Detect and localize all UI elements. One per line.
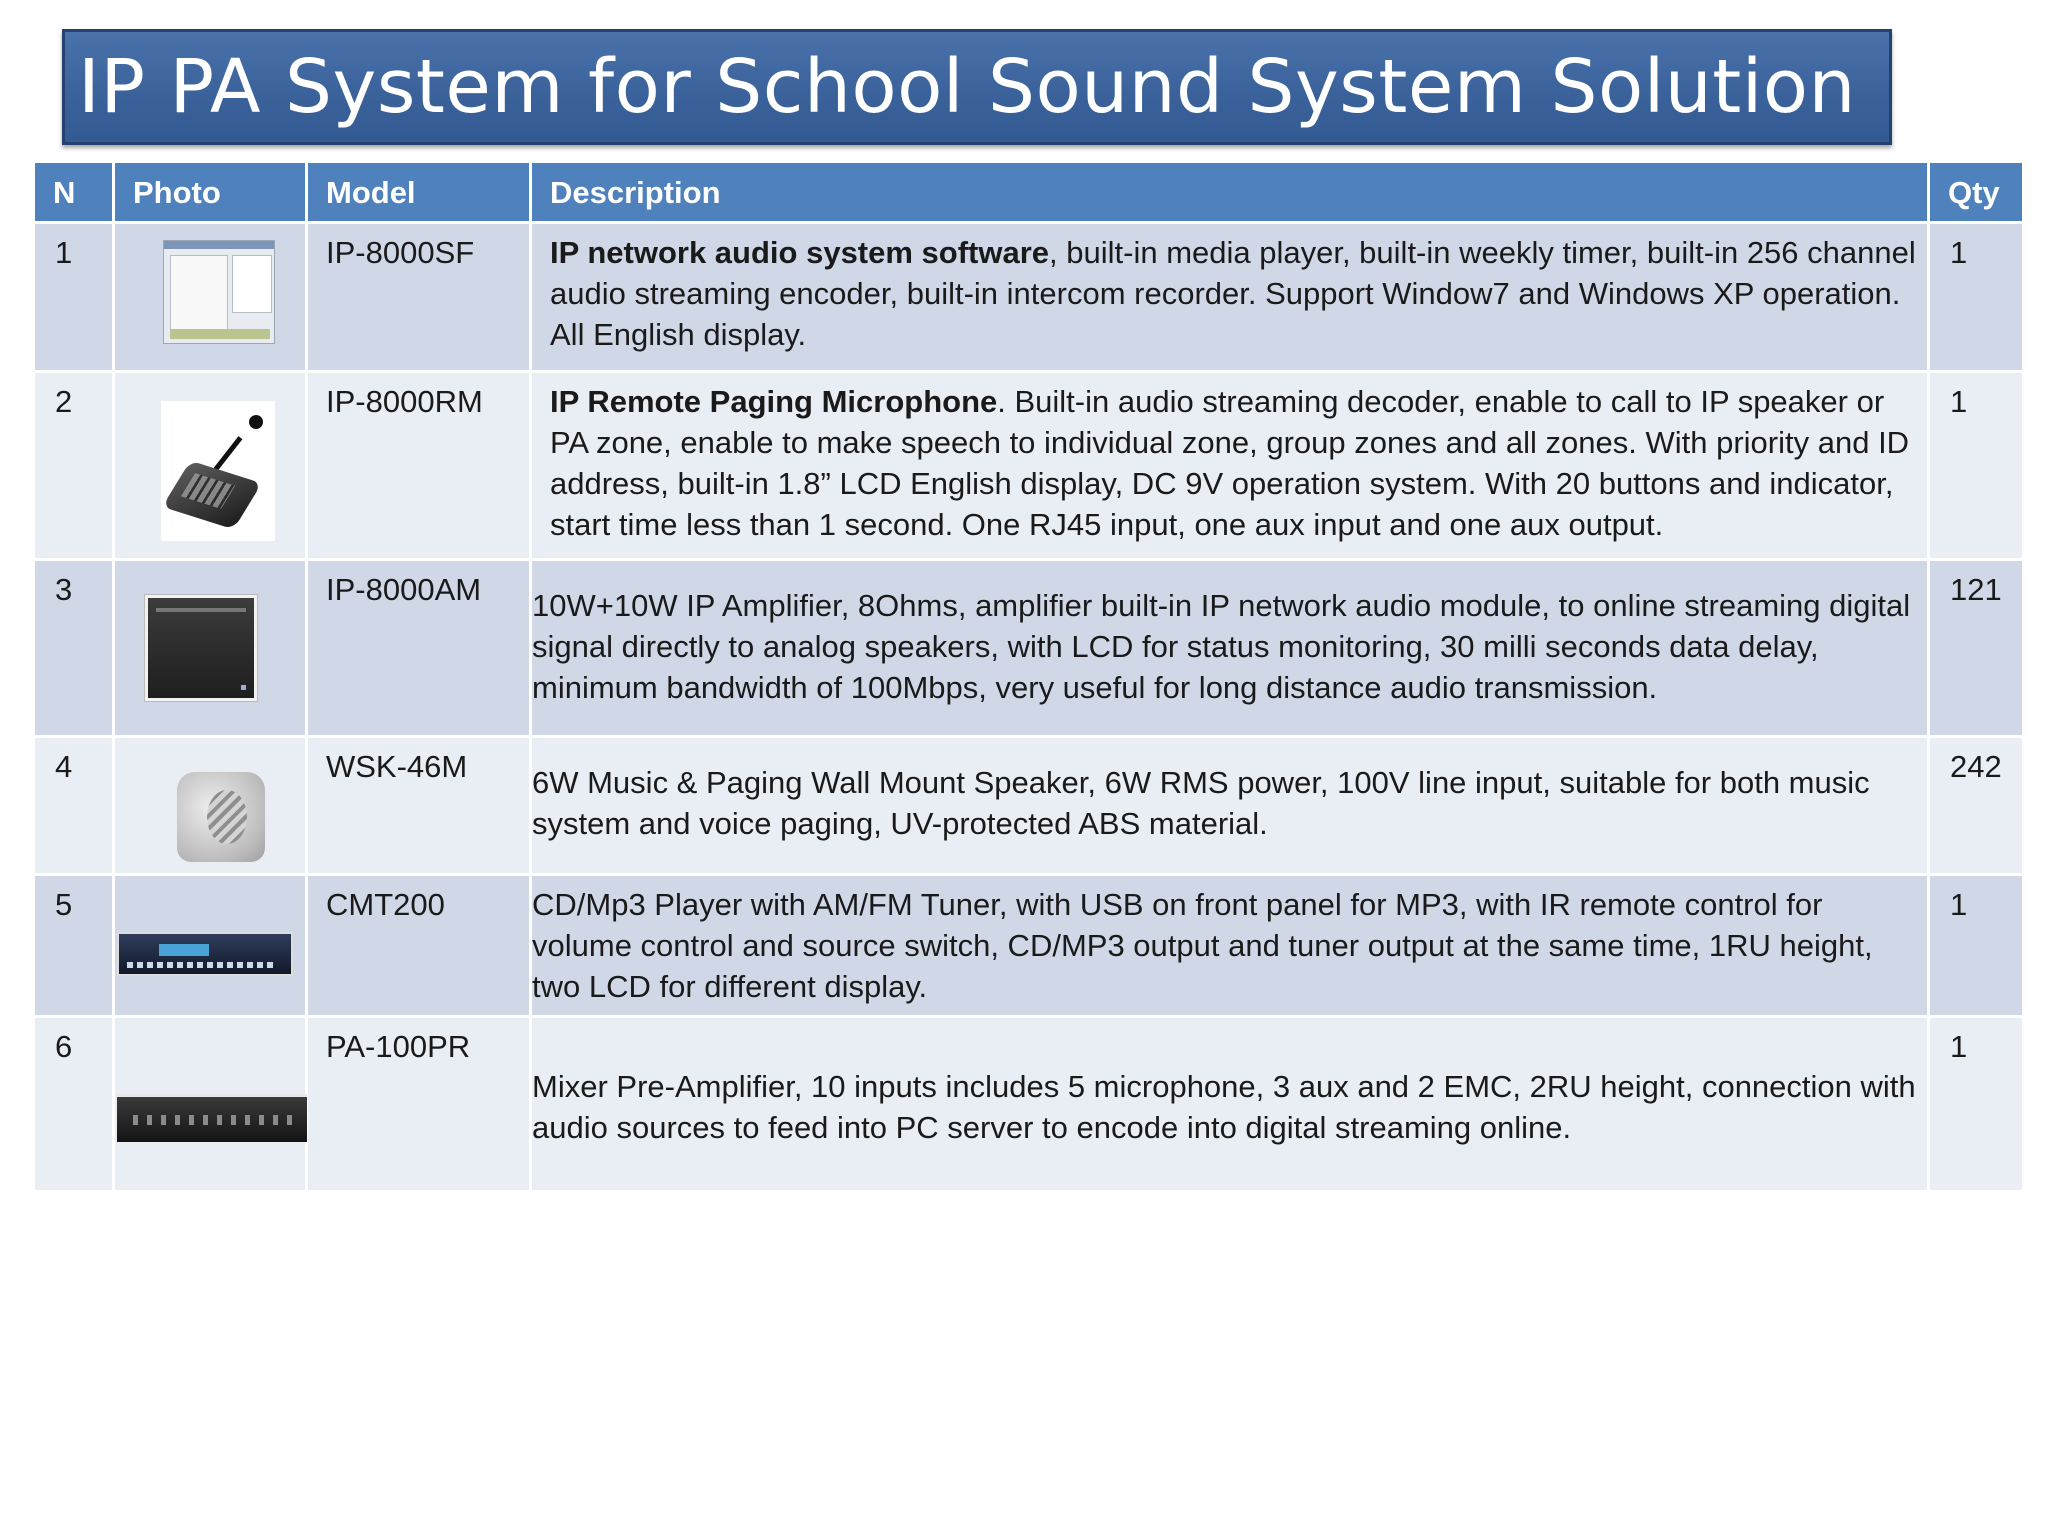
mixer-pre-amplifier-icon (117, 1094, 307, 1142)
cd-mp3-player-icon (117, 932, 293, 976)
table-row (34, 372, 2024, 560)
table-row (34, 560, 2024, 737)
description-cell (531, 560, 1929, 737)
description-cell (531, 223, 1929, 372)
photo-cell (114, 1017, 307, 1192)
model-cell: IP-8000RM (307, 372, 531, 560)
header-qty: Qty (1929, 162, 2024, 223)
description-text: . Built-in audio streaming decoder, enable to call to IP speaker or PA zone, enable to make speech to individual zone, group zones and all zones. With priority and ID address, built-in 1.8” LCD English display, DC 9V operation system. With 20 buttons and indicator, start time less than 1 second. One RJ45 input, one aux input and one aux output. (550, 384, 1910, 542)
qty-cell: 121 (1929, 560, 2024, 737)
description-bold: IP Remote Paging Microphone (550, 384, 998, 419)
row-number: 2 (34, 372, 114, 560)
row-number: 4 (34, 737, 114, 875)
description-text: CD/Mp3 Player with AM/FM Tuner, with USB on front panel for MP3, with IR remote control for volume control and source switch, CD/MP3 output and tuner output at the same time, 1RU height, two LCD for different display. (532, 887, 1873, 1004)
table-row (34, 875, 2024, 1017)
page-title: IP PA System for School Sound System Solution (78, 44, 1856, 130)
header-n: N (34, 162, 114, 223)
photo-cell (114, 737, 307, 875)
header-photo: Photo (114, 162, 307, 223)
description-cell (531, 737, 1929, 875)
model-cell: PA-100PR (307, 1017, 531, 1192)
row-number: 5 (34, 875, 114, 1017)
row-number: 6 (34, 1017, 114, 1192)
description-cell (531, 1017, 1929, 1192)
qty-cell: 1 (1929, 372, 2024, 560)
description-cell (531, 372, 1929, 560)
model-cell: WSK-46M (307, 737, 531, 875)
table-row (34, 1017, 2024, 1192)
row-number: 3 (34, 560, 114, 737)
model-cell: CMT200 (307, 875, 531, 1017)
table-header-row (34, 162, 2024, 223)
qty-cell: 1 (1929, 1017, 2024, 1192)
table-row (34, 223, 2024, 372)
software-screenshot-icon (163, 240, 275, 344)
paging-microphone-icon (161, 401, 275, 541)
ip-amplifier-icon (145, 595, 257, 701)
description-text: 10W+10W IP Amplifier, 8Ohms, amplifier built-in IP network audio module, to online streaming digital signal directly to analog speakers, with LCD for status monitoring, 30 milli seconds data delay, minimum bandwidth of 100Mbps, very useful for long distance audio transmission. (532, 588, 1911, 705)
title-banner (62, 29, 1892, 145)
product-table (32, 160, 2025, 1193)
qty-cell: 1 (1929, 223, 2024, 372)
description-text: Mixer Pre-Amplifier, 10 inputs includes 5 microphone, 3 aux and 2 EMC, 2RU height, connection with audio sources to feed into PC server to encode into digital streaming online. (532, 1069, 1916, 1145)
qty-cell: 242 (1929, 737, 2024, 875)
description-cell (531, 875, 1929, 1017)
header-model: Model (307, 162, 531, 223)
description-text: 6W Music & Paging Wall Mount Speaker, 6W RMS power, 100V line input, suitable for both music system and voice paging, UV-protected ABS material. (532, 765, 1870, 841)
photo-cell (114, 875, 307, 1017)
row-number: 1 (34, 223, 114, 372)
photo-cell (114, 560, 307, 737)
qty-cell: 1 (1929, 875, 2024, 1017)
description-text: , built-in media player, built-in weekly timer, built-in 256 channel audio streaming encoder, built-in intercom recorder. Support Window7 and Windows XP operation. All English display. (550, 235, 1916, 352)
model-cell: IP-8000AM (307, 560, 531, 737)
description-bold: IP network audio system software (550, 235, 1050, 270)
photo-cell (114, 223, 307, 372)
wall-speaker-icon (177, 772, 265, 862)
table-row (34, 737, 2024, 875)
model-cell: IP-8000SF (307, 223, 531, 372)
photo-cell (114, 372, 307, 560)
header-description: Description (531, 162, 1929, 223)
